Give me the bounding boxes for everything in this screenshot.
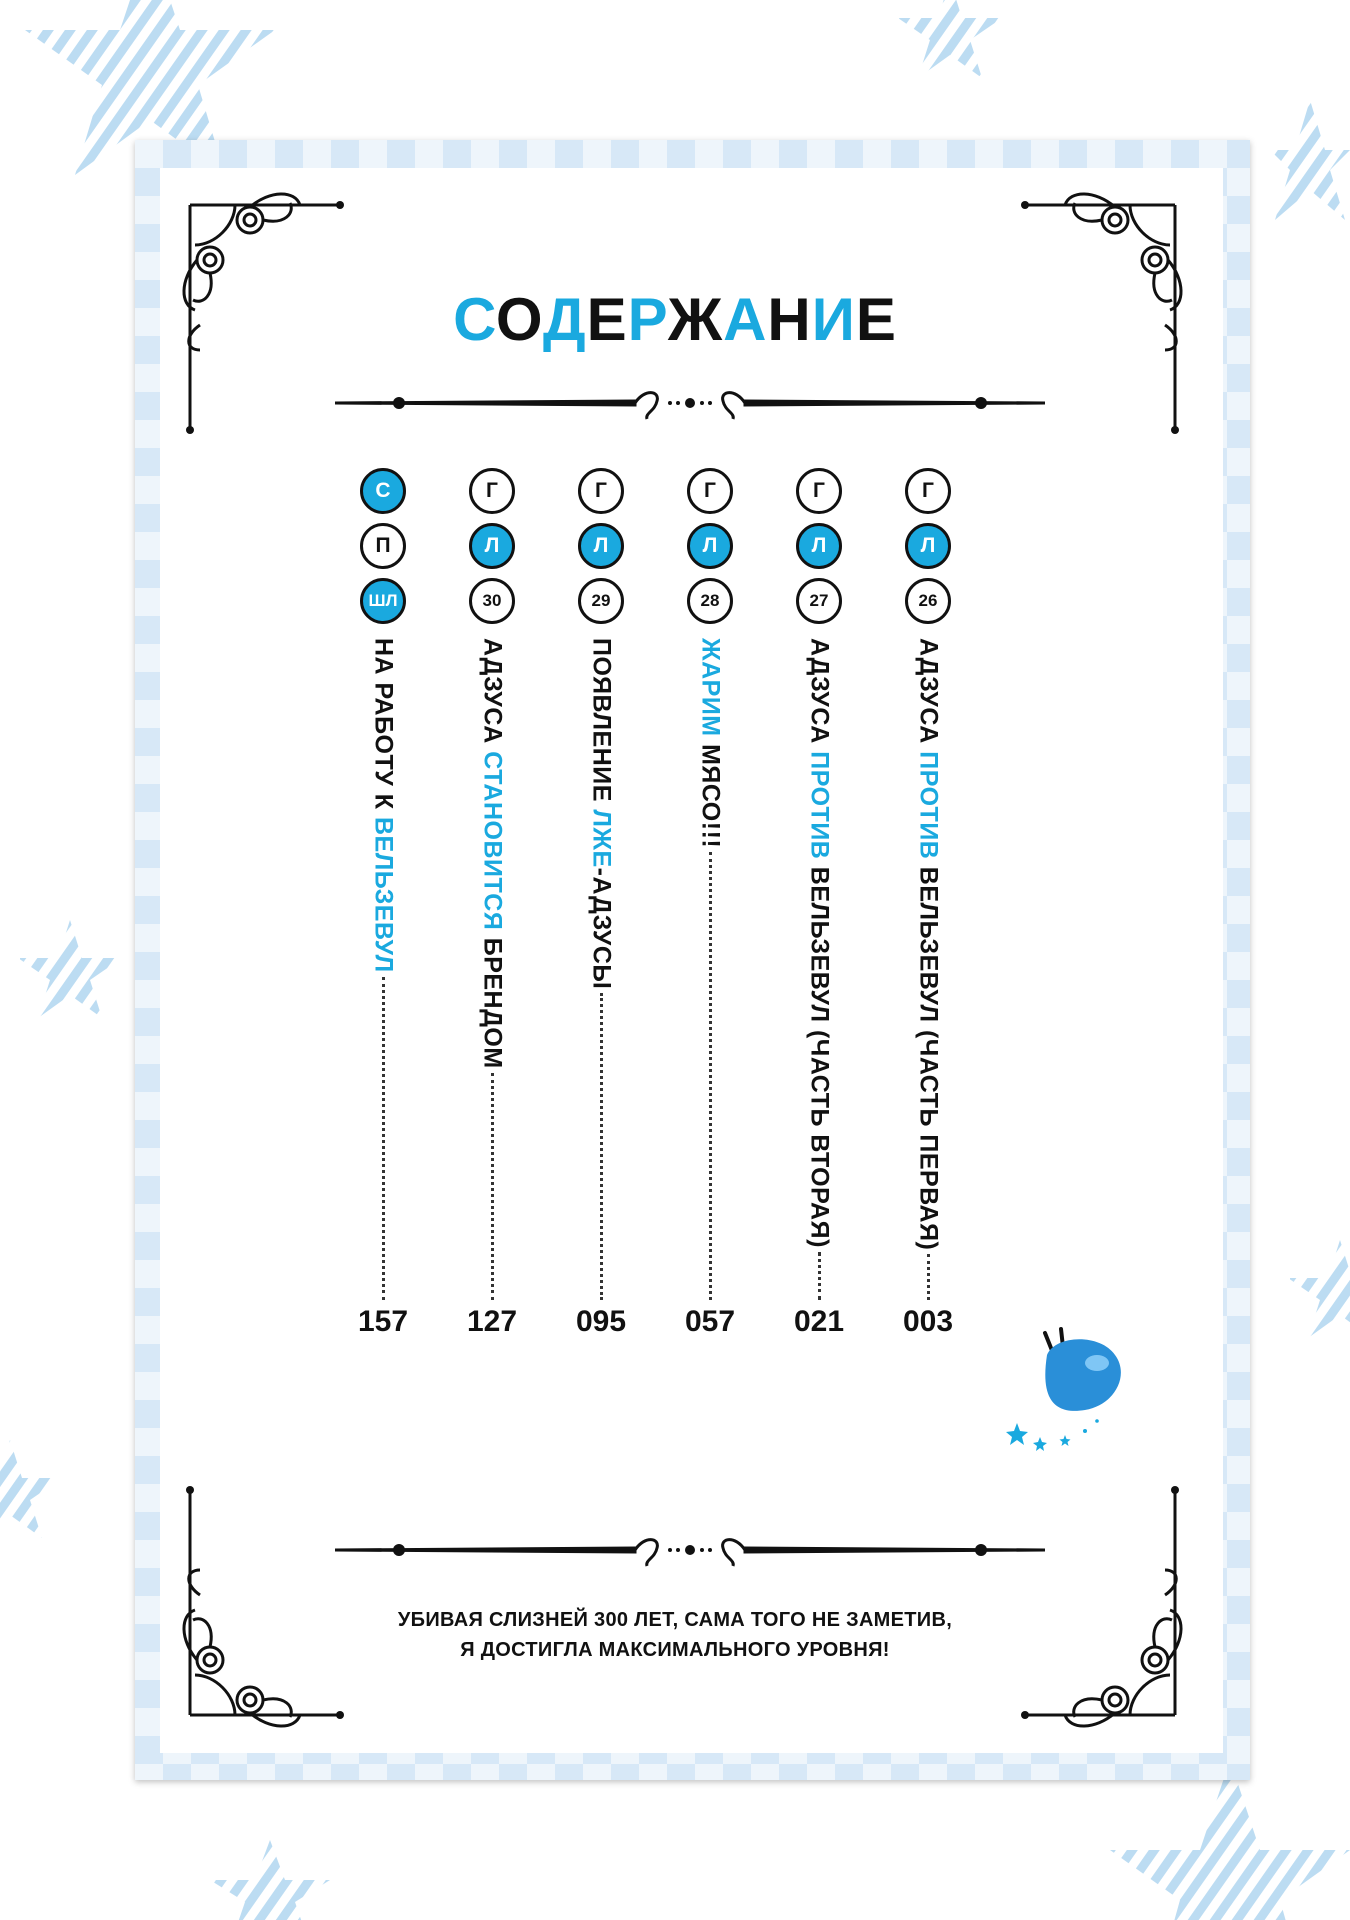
background-star-icon [200, 1840, 340, 1920]
chapter-badge: С [360, 468, 406, 514]
dot-leader [927, 1254, 930, 1300]
chapter-title [807, 638, 832, 1248]
page-number: 127 [466, 1305, 518, 1338]
chapter-title-part: НА РАБОТУ К [369, 638, 398, 817]
chapter-badge: 30 [469, 578, 515, 624]
page-number: 057 [684, 1305, 736, 1338]
dot-leader [491, 1073, 494, 1300]
page-number: 021 [793, 1305, 845, 1338]
dot-leader [818, 1252, 821, 1300]
chapter-title-part: ЛЖЕ [587, 809, 616, 868]
chapter-badge: Л [687, 523, 733, 569]
background-star-icon [20, 920, 130, 1040]
toc-entry[interactable] [784, 468, 854, 1308]
top-divider [335, 383, 1045, 423]
chapter-title-part: ВЕЛЬЗЕВУЛ [369, 816, 398, 973]
chapter-badge: Г [469, 468, 515, 514]
chapter-title-part: АДЗУСА [478, 638, 507, 752]
bottom-divider [335, 1530, 1045, 1570]
page-number: 095 [575, 1305, 627, 1338]
chapter-title-part: ПОЯВЛЕНИЕ [587, 638, 616, 810]
chapter-title-part: ЖАРИМ [696, 638, 725, 737]
chapter-badge: Г [687, 468, 733, 514]
page-title [0, 285, 1350, 354]
toc-entry[interactable] [893, 468, 963, 1308]
chapter-badge: Л [905, 523, 951, 569]
chapter-badge: 29 [578, 578, 624, 624]
chapter-title-part: СТАНОВИТСЯ [478, 751, 507, 931]
chapter-title-part: ВЕЛЬЗЕВУЛ (ЧАСТЬ ПЕРВАЯ) [914, 859, 943, 1251]
chapter-title [916, 638, 941, 1250]
page-number: 157 [357, 1305, 409, 1338]
toc-entry[interactable] [566, 468, 636, 1308]
chapter-badge: Л [578, 523, 624, 569]
chapter-title [698, 638, 723, 848]
title-letter: Н [767, 286, 812, 353]
chapter-badge: Г [796, 468, 842, 514]
background-star-icon [0, 1440, 60, 1560]
chapter-badge: Л [469, 523, 515, 569]
title-letter: Е [855, 286, 897, 353]
chapter-title-part: АДЗУСА [914, 638, 943, 752]
chapter-title-part: ПРОТИВ [914, 751, 943, 860]
title-letter: И [811, 286, 856, 353]
background-star-icon [1080, 1760, 1350, 1920]
title-letter: Д [542, 286, 587, 353]
dot-leader [709, 852, 712, 1300]
dot-leader [382, 977, 385, 1300]
title-letter: С [453, 286, 496, 353]
chapter-badge: Л [796, 523, 842, 569]
chapter-title-part: АДЗУСА [805, 638, 834, 752]
title-letter: Р [627, 286, 668, 353]
toc-entry[interactable] [457, 468, 527, 1308]
chapter-badge: Г [578, 468, 624, 514]
chapter-badge: ШЛ [360, 578, 406, 624]
chapter-title-part: -АДЗУСЫ [587, 867, 616, 990]
chapter-title-part: ВЕЛЬЗЕВУЛ (ЧАСТЬ ВТОРАЯ) [805, 859, 834, 1248]
chapter-title-part: БРЕНДОМ [478, 930, 507, 1069]
slime-icon [1005, 1315, 1155, 1465]
footer-line-1: УБИВАЯ СЛИЗНЕЙ 300 ЛЕТ, САМА ТОГО НЕ ЗАМЕТИВ, [397, 1609, 953, 1631]
series-title-footer [0, 1605, 1350, 1665]
toc-entry[interactable] [675, 468, 745, 1308]
title-letter: Е [586, 286, 628, 353]
chapter-title [589, 638, 614, 989]
chapter-badge: П [360, 523, 406, 569]
page-number: 003 [902, 1305, 954, 1338]
title-letter: Ж [667, 286, 724, 353]
title-letter: А [723, 286, 768, 353]
chapter-badge: 27 [796, 578, 842, 624]
background-star-icon [1290, 1240, 1350, 1360]
chapter-title-part: ПРОТИВ [805, 751, 834, 860]
chapter-badge: 28 [687, 578, 733, 624]
toc-entry[interactable] [348, 468, 418, 1308]
chapter-title [480, 638, 505, 1069]
footer-line-2: Я ДОСТИГЛА МАКСИМАЛЬНОГО УРОВНЯ! [460, 1639, 890, 1661]
chapter-title [371, 638, 396, 973]
chapter-title-part: МЯСО!!! [696, 736, 725, 849]
chapter-badge: Г [905, 468, 951, 514]
dot-leader [600, 993, 603, 1300]
chapter-badge: 26 [905, 578, 951, 624]
title-letter: О [495, 286, 543, 353]
background-star-icon [890, 0, 1010, 80]
